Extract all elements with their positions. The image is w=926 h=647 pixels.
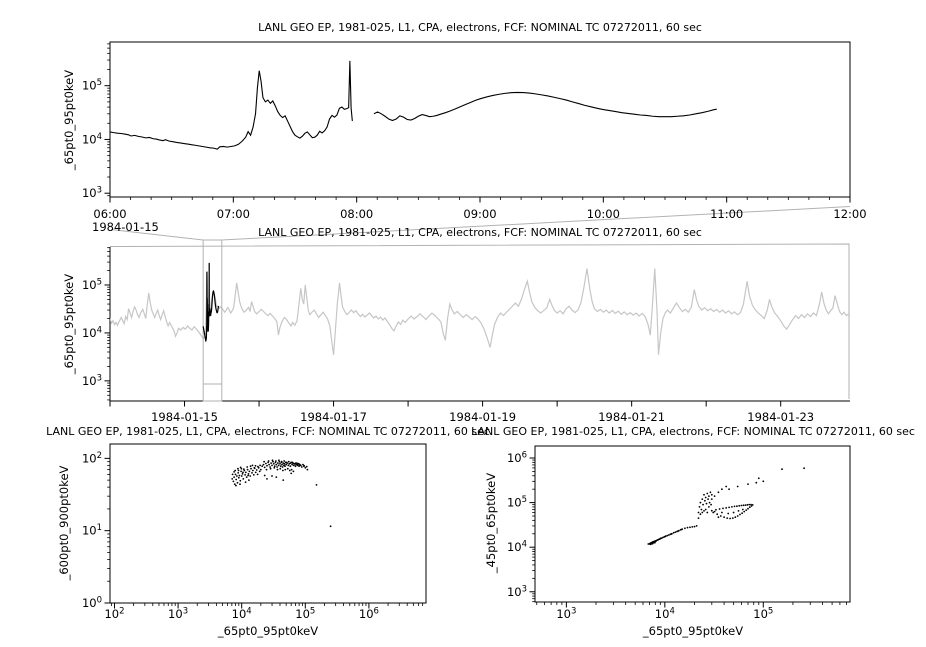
scatter_45_65-axes: [507, 446, 850, 621]
scatter_600_900-axes: [82, 444, 426, 621]
overview-y-ticks: [82, 248, 110, 400]
svg-text:1984-01-23: 1984-01-23: [747, 410, 815, 424]
svg-text:100: $10^0$: [81, 595, 102, 610]
svg-text:103: $10^3$: [81, 373, 102, 388]
svg-text:07:00: 07:00: [216, 207, 250, 221]
overview-series-gray: [110, 263, 850, 355]
overview-data: [110, 263, 850, 355]
svg-text:103: $10^3$: [556, 606, 577, 621]
svg-text:105: $10^5$: [506, 495, 527, 510]
top-x-ticks: [92, 197, 867, 234]
top-data: [110, 61, 717, 149]
svg-text:106: $10^6$: [506, 450, 527, 466]
scatter-right-xlabel: _65pt0_95pt0keV: [642, 624, 744, 638]
scatter_600_900-scatter-points: [231, 459, 331, 527]
svg-text:1984-01-15: 1984-01-15: [92, 220, 159, 234]
svg-text:08:00: 08:00: [340, 207, 374, 221]
scatter_600_900-data: [231, 459, 331, 527]
svg-text:11:00: 11:00: [710, 207, 744, 221]
scatter-left-xlabel: _65pt0_95pt0keV: [217, 624, 319, 638]
top-axes: [82, 42, 867, 234]
scatter-right-title: LANL GEO EP, 1981-025, L1, CPA, electrons, FCF: NOMINAL TC 07272011, 60 sec: [471, 425, 915, 438]
svg-text:103: $10^3$: [168, 606, 189, 621]
scatter_600_900-y-ticks: [82, 451, 110, 610]
svg-text:104: $10^4$: [81, 325, 102, 340]
scatter-left-ylabel: _600pt0_900pt0keV: [57, 465, 71, 581]
overview-plot-title: LANL GEO EP, 1981-025, L1, CPA, electrons, FCF: NOMINAL TC 07272011, 60 sec: [258, 226, 702, 239]
svg-text:09:00: 09:00: [463, 207, 497, 221]
scatter-right-ylabel: _45pt0_65pt0keV: [484, 472, 498, 574]
zoom-overlay: [111, 207, 850, 402]
scatter_600_900-x-ticks: [104, 603, 422, 621]
svg-text:1984-01-15: 1984-01-15: [151, 410, 218, 424]
top-y-ticks: [82, 44, 110, 200]
scatter_45_65-scatter-points: [647, 467, 805, 545]
zoom-connector-right: [222, 207, 850, 241]
svg-text:105: $10^5$: [81, 78, 102, 93]
svg-text:1984-01-19: 1984-01-19: [449, 410, 517, 424]
svg-text:101: $10^1$: [81, 523, 102, 538]
overview-x-ticks: [110, 401, 814, 424]
scatter-left-title: LANL GEO EP, 1981-025, L1, CPA, electrons, FCF: NOMINAL TC 07272011, 60 sec: [46, 425, 490, 438]
top-series-seg0: [110, 61, 352, 149]
svg-text:103: $10^3$: [81, 185, 102, 201]
svg-text:105: $10^5$: [81, 277, 102, 292]
scatter_45_65-x-ticks: [537, 602, 847, 621]
svg-text:06:00: 06:00: [93, 207, 127, 221]
svg-text:1984-01-17: 1984-01-17: [300, 410, 367, 424]
svg-text:104: $10^4$: [654, 606, 675, 621]
top-series-seg1: [374, 92, 717, 120]
top-plot-title: LANL GEO EP, 1981-025, L1, CPA, electrons, FCF: NOMINAL TC 07272011, 60 sec: [258, 21, 702, 34]
svg-text:10:00: 10:00: [586, 207, 620, 221]
scatter_45_65-y-ticks: [507, 451, 535, 602]
svg-text:1984-01-21: 1984-01-21: [598, 410, 666, 424]
svg-text:102: $10^2$: [104, 606, 125, 621]
svg-text:12:00: 12:00: [833, 207, 867, 221]
svg-text:105: $10^5$: [753, 606, 774, 621]
svg-text:106: $10^6$: [358, 606, 379, 621]
svg-text:105: $10^5$: [295, 606, 316, 621]
scatter_45_65-data: [647, 467, 805, 545]
svg-text:104: $10^4$: [231, 606, 252, 621]
svg-text:102: $10^2$: [81, 450, 102, 466]
svg-text:104: $10^4$: [506, 539, 527, 555]
overview-axes: [82, 244, 850, 424]
svg-text:103: $10^3$: [506, 584, 527, 599]
top-plot-ylabel: _65pt0_95pt0keV: [62, 69, 76, 171]
overview-plot-ylabel: _65pt0_95pt0keV: [62, 273, 76, 375]
svg-text:104: $10^4$: [81, 131, 102, 147]
